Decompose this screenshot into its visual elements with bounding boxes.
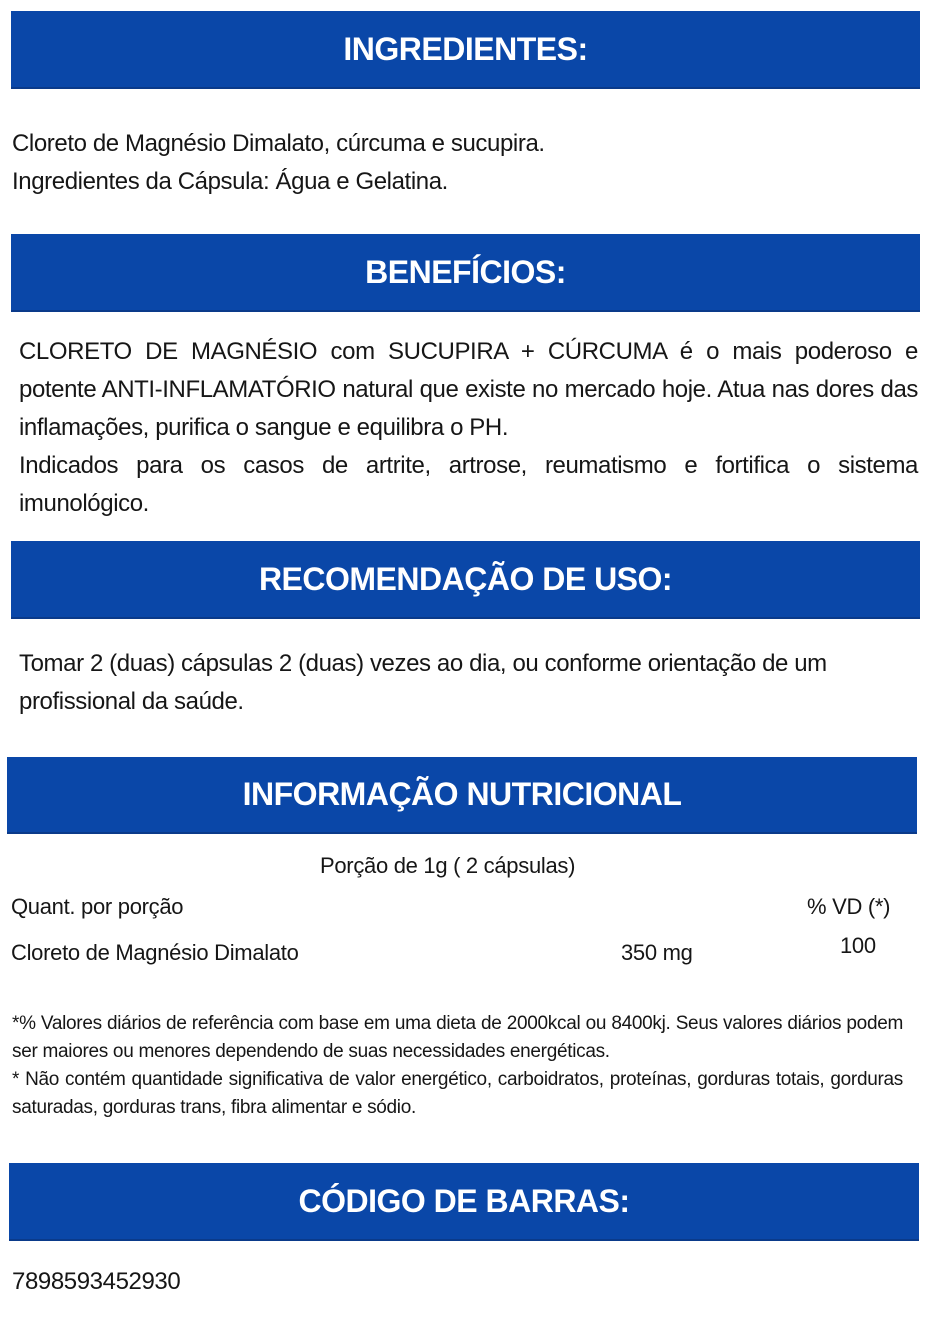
beneficios-paragraph-2: Indicados para os casos de artrite, artrose, reumatismo e fortifica o sistema imunológico. (19, 452, 918, 517)
nutricional-header (7, 757, 917, 834)
nutricional-portion: Porção de 1g ( 2 cápsulas) (320, 853, 576, 878)
nutricional-footnotes (12, 1010, 903, 1122)
ingredientes-title: INGREDIENTES: (343, 30, 588, 67)
nutricional-row-vd: 100 (840, 933, 876, 958)
beneficios-text (19, 333, 918, 523)
beneficios-header (11, 234, 920, 312)
recomendacao-header (11, 541, 920, 619)
nutricional-row-amount: 350 mg (621, 940, 693, 965)
nutricional-title: INFORMAÇÃO NUTRICIONAL (242, 776, 682, 812)
beneficios-paragraph-1: CLORETO DE MAGNÉSIO com SUCUPIRA + CÚRCUMA é o mais poderoso e potente ANTI-INFLAMATÓRIO natural que existe no mercado hoje. Atua nas dores das inflamações, purifica o sangue e equilibra o PH. (19, 338, 918, 441)
nutricional-footnote-2: * Não contém quantidade significativa de valor energético, carboidratos, proteínas, gorduras totais, gorduras saturadas, gorduras trans, fibra alimentar e sódio. (12, 1069, 903, 1118)
ingredientes-text (12, 125, 912, 201)
ingredientes-line-1: Cloreto de Magnésio Dimalato, cúrcuma e sucupira. (12, 130, 545, 157)
codigo-title: CÓDIGO DE BARRAS: (298, 1182, 630, 1219)
nutricional-col-quant: Quant. por porção (11, 894, 184, 919)
nutricional-footnote-1: *% Valores diários de referência com base em uma dieta de 2000kcal ou 8400kj. Seus valores diários podem ser maiores ou menores dependendo de suas necessidades energéticas. (12, 1013, 903, 1062)
ingredientes-header (11, 11, 920, 89)
recomendacao-text: Tomar 2 (duas) cápsulas 2 (duas) vezes ao dia, ou conforme orientação de um profissional da saúde. (19, 650, 827, 715)
codigo-header (9, 1163, 919, 1241)
beneficios-title: BENEFÍCIOS: (365, 253, 566, 290)
nutricional-col-vd: % VD (*) (807, 894, 891, 919)
codigo-value: 7898593452930 (12, 1268, 181, 1295)
nutricional-row-name: Cloreto de Magnésio Dimalato (11, 940, 299, 965)
ingredientes-line-2: Ingredientes da Cápsula: Água e Gelatina. (12, 168, 448, 195)
recomendacao-title: RECOMENDAÇÃO DE USO: (258, 560, 673, 597)
